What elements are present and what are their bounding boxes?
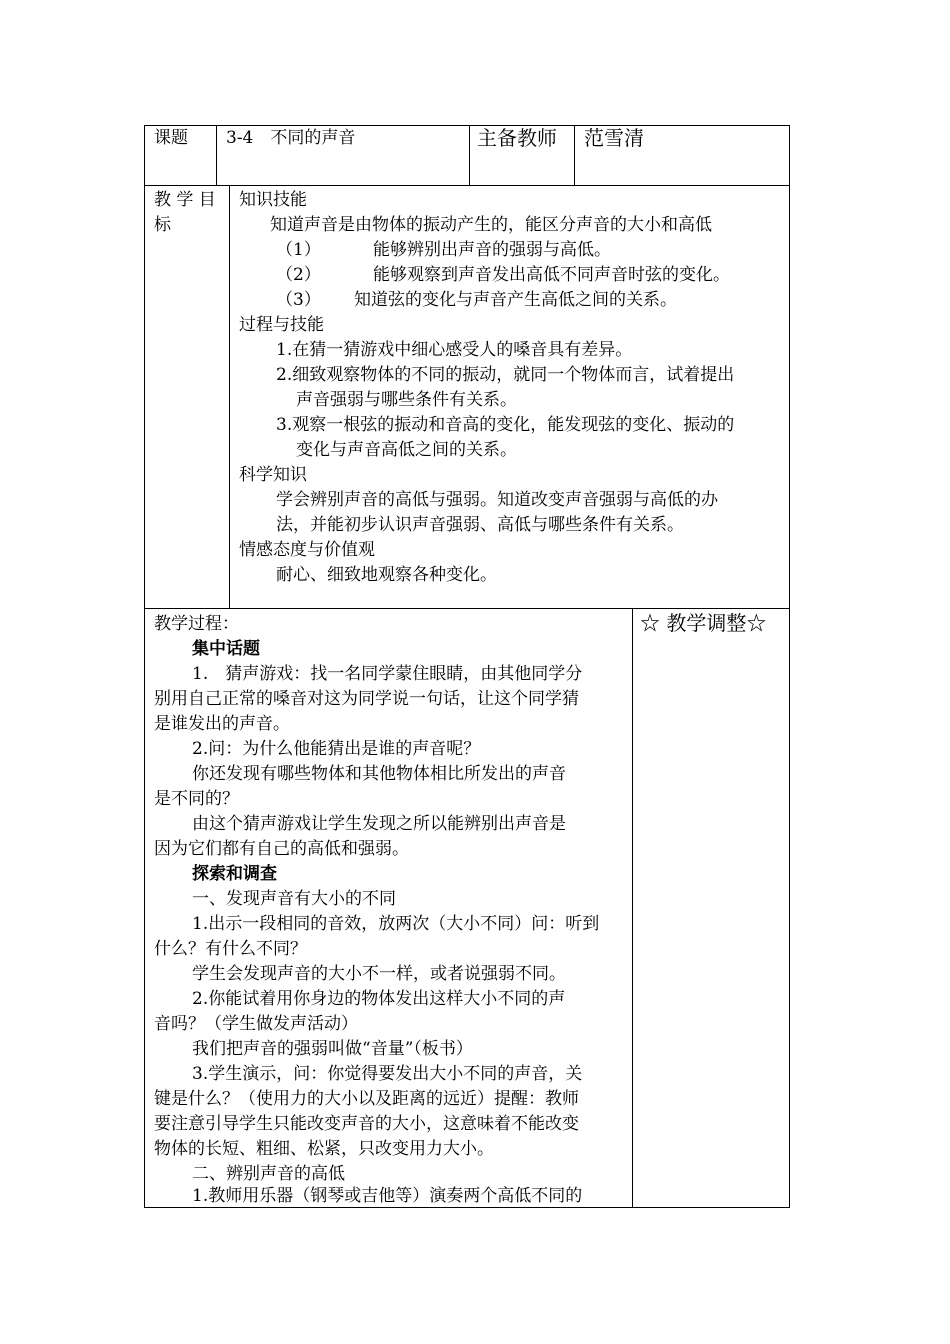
knowledge-item-1-text: 能够辨别出声音的强弱与高低。	[373, 240, 611, 260]
process-text-line: 一、发现声音有大小的不同	[192, 889, 396, 909]
knowledge-item-2-num: （2）	[276, 265, 321, 285]
process-text-line: 1.出示一段相同的音效，放两次（大小不同）问：听到	[192, 914, 600, 934]
adjustment-label: ☆ 教学调整☆	[640, 611, 767, 635]
topic-label: 课题	[154, 128, 188, 148]
knowledge-intro: 知道声音是由物体的振动产生的，能区分声音的大小和高低	[270, 215, 712, 235]
process-text-line: 1. 猜声游戏：找一名同学蒙住眼睛，由其他同学分	[192, 664, 583, 684]
goals-label-line2: 标	[154, 215, 171, 235]
table-border-right	[789, 125, 790, 1207]
process-skill-3-line1: 3.观察一根弦的振动和音高的变化，能发现弦的变化、振动的	[276, 415, 735, 435]
process-text-line: 什么？有什么不同？	[154, 939, 307, 959]
row-divider-header	[144, 185, 790, 186]
section-focus-topic-title: 集中话题	[192, 639, 260, 659]
process-text-line: 是不同的？	[154, 789, 239, 809]
goals-label-line1: 教 学 目	[154, 190, 216, 210]
header-divider-3	[574, 125, 575, 185]
section-explore-title: 探索和调查	[192, 864, 277, 884]
process-text-line: 学生会发现声音的大小不一样，或者说强弱不同。	[192, 964, 566, 984]
goals-divider	[229, 185, 230, 608]
process-text-line: 是谁发出的声音。	[154, 714, 290, 734]
process-text-line: 因为它们都有自己的高低和强弱。	[154, 839, 409, 859]
header-divider-1	[216, 125, 217, 185]
knowledge-item-2-text: 能够观察到声音发出高低不同声音时弦的变化。	[373, 265, 730, 285]
process-skill-3-line2: 变化与声音高低之间的关系。	[296, 440, 517, 460]
header-divider-2	[469, 125, 470, 185]
process-text-line: 2.你能试着用你身边的物体发出这样大小不同的声	[192, 989, 566, 1009]
attitude-title: 情感态度与价值观	[239, 540, 375, 560]
row-divider-goals	[144, 608, 790, 609]
process-text-line: 1.教师用乐器（钢琴或吉他等）演奏两个高低不同的	[192, 1186, 583, 1206]
process-skill-2-line2: 声音强弱与哪些条件有关系。	[296, 390, 517, 410]
process-text-line: 2.问：为什么他能猜出是谁的声音呢？	[192, 739, 481, 759]
knowledge-item-3-num: （3）	[276, 290, 321, 310]
process-text-line: 由这个猜声游戏让学生发现之所以能辨别出声音是	[192, 814, 566, 834]
science-knowledge-line2: 法，并能初步认识声音强弱、高低与哪些条件有关系。	[276, 515, 684, 535]
process-text-line: 键是什么？（使用力的大小以及距离的远近）提醒：教师	[154, 1089, 579, 1109]
process-text-line: 物体的长短、粗细、松紧，只改变用力大小。	[154, 1139, 494, 1159]
process-skill-1: 1.在猜一猜游戏中细心感受人的嗓音具有差异。	[276, 340, 633, 360]
process-label: 教学过程：	[154, 614, 239, 634]
knowledge-item-3-text: 知道弦的变化与声音产生高低之间的关系。	[354, 290, 677, 310]
process-text-line: 音吗？（学生做发声活动）	[154, 1014, 358, 1034]
process-skill-2-line1: 2.细致观察物体的不同的振动，就同一个物体而言，试着提出	[276, 365, 735, 385]
process-text-line: 二、辨别声音的高低	[192, 1164, 345, 1184]
topic-value: 3-4 不同的声音	[226, 128, 356, 148]
process-text-line: 要注意引导学生只能改变声音的大小，这意味着不能改变	[154, 1114, 579, 1134]
process-text-line: 3.学生演示，问：你觉得要发出大小不同的声音，关	[192, 1064, 583, 1084]
attitude-text: 耐心、细致地观察各种变化。	[276, 565, 497, 585]
process-text-line: 你还发现有哪些物体和其他物体相比所发出的声音	[192, 764, 566, 784]
process-text-line: 我们把声音的强弱叫做“音量”（板书）	[192, 1039, 473, 1059]
knowledge-title: 知识技能	[239, 190, 307, 210]
science-knowledge-line1: 学会辨别声音的高低与强弱。知道改变声音强弱与高低的办	[276, 490, 718, 510]
science-knowledge-title: 科学知识	[239, 465, 307, 485]
process-divider	[632, 608, 633, 1207]
teacher-value: 范雪清	[584, 126, 644, 150]
process-text-line: 别用自己正常的嗓音对这为同学说一句话，让这个同学猜	[154, 689, 579, 709]
table-border-left	[144, 125, 145, 1207]
knowledge-item-1-num: （1）	[276, 240, 321, 260]
process-skills-title: 过程与技能	[239, 315, 324, 335]
teacher-label: 主备教师	[477, 126, 557, 150]
